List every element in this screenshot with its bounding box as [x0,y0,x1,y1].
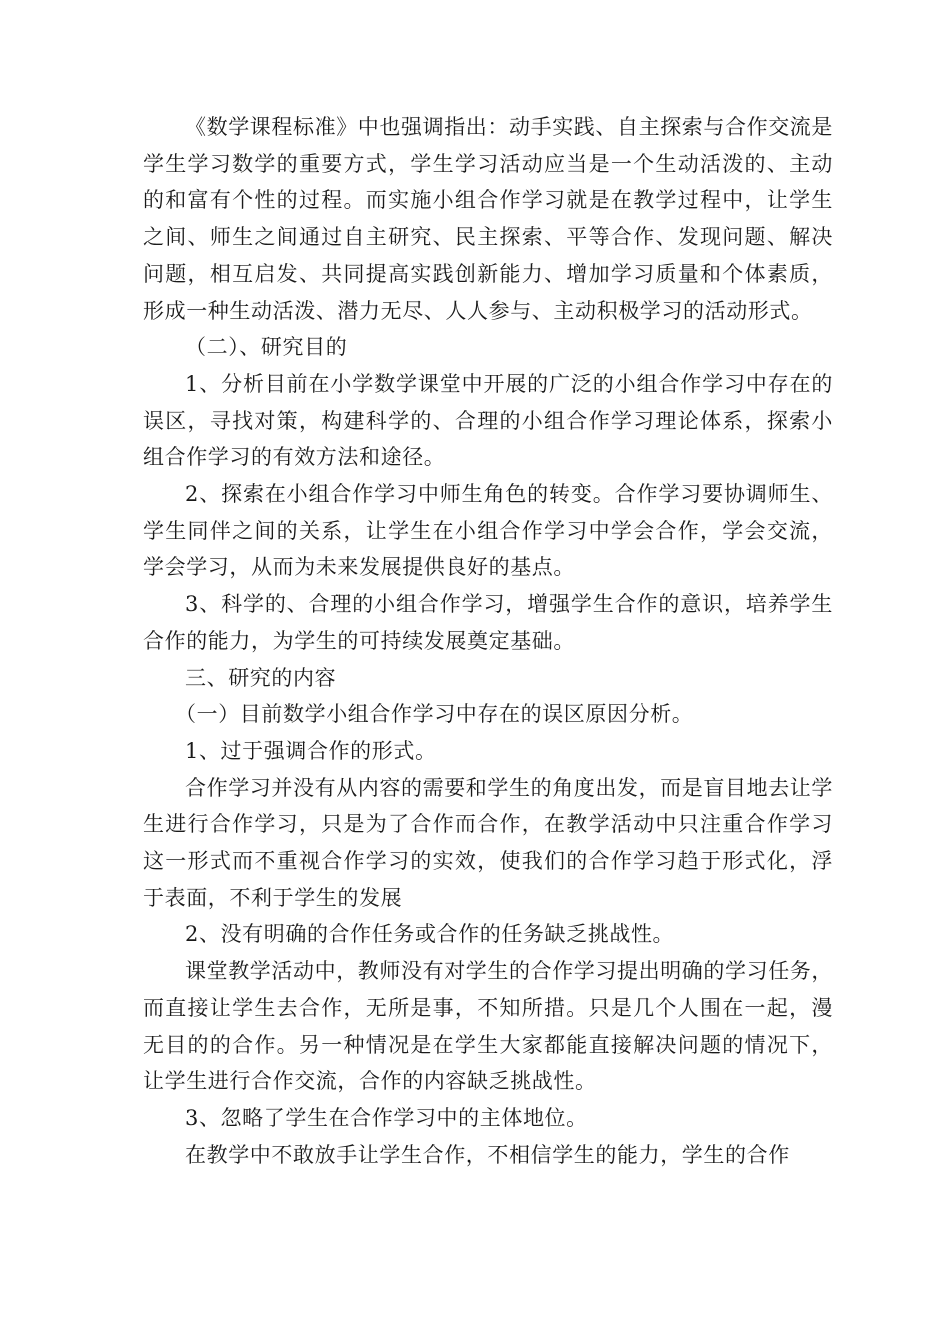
paragraph-item-1: 合作学习并没有从内容的需要和学生的角度出发，而是盲目地去让学生进行合作学习，只是为了合作而合作，在教学活动中只注重合作学习这一形式而不重视合作学习的实效，使我们的合作学习趋于形式化，浮于表面，不利于学生的发展 [143,775,833,910]
item-heading-2: 2、没有明确的合作任务或合作的任务缺乏挑战性。 [185,922,675,947]
subsection-heading-misconception-analysis: （一）目前数学小组合作学习中存在的误区原因分析。 [175,702,694,727]
paragraph-curriculum-standard: 《数学课程标准》中也强调指出：动手实践、自主探索与合作交流是学生学习数学的重要方式，学生学习活动应当是一个生动活泼的、主动的和富有个性的过程。而实施小组合作学习就是在教学过程中，让学生之间、师生之间通过自主研究、民主探索、平等合作、发现问题、解决问题，相互启发、共同提高实践创新能力、增加学习质量和个体素质，形成一种生动活泼、潜力无尽、人人参与、主动积极学习的活动形式。 [143,115,833,323]
item-heading-1: 1、过于强调合作的形式。 [185,738,437,763]
paragraph-item-3: 在教学中不敢放手让学生合作，不相信学生的能力，学生的合作 [185,1142,790,1167]
document-body [143,109,833,1173]
section-heading-research-content: 三、研究的内容 [185,665,337,690]
paragraph-purpose-2: 2、探索在小组合作学习中师生角色的转变。合作学习要协调师生、学生同伴之间的关系，让学生在小组合作学习中学会合作，学会交流，学会学习，从而为未来发展提供良好的基点。 [143,482,833,580]
paragraph-purpose-3: 3、科学的、合理的小组合作学习，增强学生合作的意识，培养学生合作的能力，为学生的可持续发展奠定基础。 [143,592,833,653]
section-heading-research-purpose: （二）、研究目的 [185,335,348,360]
paragraph-purpose-1: 1、分析目前在小学数学课堂中开展的广泛的小组合作学习中存在的误区，寻找对策，构建科学的、合理的小组合作学习理论体系，探索小组合作学习的有效方法和途径。 [143,371,833,470]
paragraph-item-2: 课堂教学活动中，教师没有对学生的合作学习提出明确的学习任务，而直接让学生去合作，无所是事，不知所措。只是几个人围在一起，漫无目的的合作。另一种情况是在学生大家都能直接解决问题的情况下，让学生进行合作交流，合作的内容缺乏挑战性。 [143,959,833,1094]
item-heading-3: 3、忽略了学生在合作学习中的主体地位。 [185,1105,588,1130]
